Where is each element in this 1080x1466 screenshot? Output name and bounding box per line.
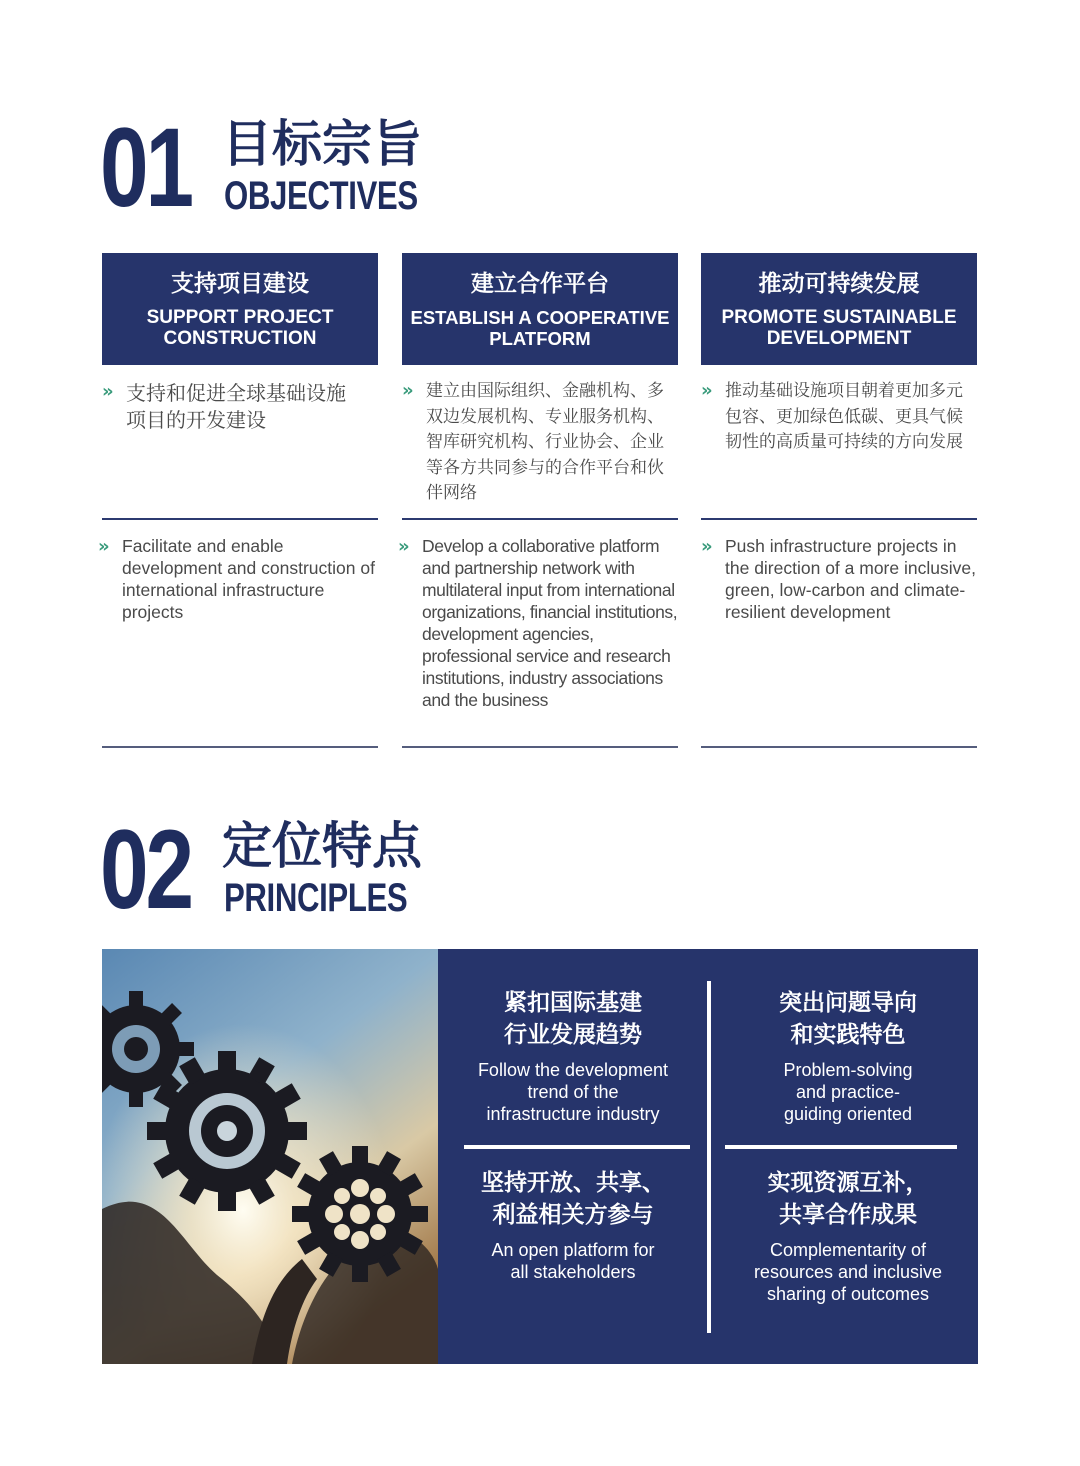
objective-title-zh: 支持项目建设 xyxy=(171,271,309,297)
principle-text-en: Complementarity of resources and inclusive sharing of outcomes xyxy=(753,1240,943,1304)
principles-block xyxy=(102,949,978,1364)
divider xyxy=(725,1145,957,1149)
objectives-header xyxy=(100,105,500,232)
objective-body-zh: » 支持和促进全球基础设施项目的开发建设 xyxy=(102,381,346,432)
chevron-double-right-icon: » xyxy=(398,536,407,557)
objective-column-3 xyxy=(701,253,977,456)
principle-item-3 xyxy=(448,1167,698,1283)
objective-body-en: » Push infrastructure projects in the direction of a more inclusive, green, low-carbon and climate-resilient development xyxy=(701,536,976,622)
divider xyxy=(102,518,378,520)
chevron-double-right-icon: » xyxy=(701,380,710,401)
principle-title-zh: 突出问题导向 和实践特色 xyxy=(779,990,917,1048)
objective-column-2 xyxy=(402,253,678,507)
chevron-double-right-icon: » xyxy=(98,536,107,557)
principle-item-1 xyxy=(448,987,698,1125)
objective-title-en: SUPPORT PROJECT CONSTRUCTION xyxy=(146,307,334,349)
objective-body-zh: » 建立由国际组织、金融机构、多双边发展机构、专业服务机构、智库研究机构、行业协会、企业等各方共同参与的合作平台和伙伴网络 xyxy=(402,380,664,503)
section-number: 02 xyxy=(100,807,191,932)
objective-title-en: PROMOTE SUSTAINABLE DEVELOPMENT xyxy=(721,307,957,349)
section-title-zh: 目标宗旨 xyxy=(222,115,422,173)
principle-title-zh: 实现资源互补， 共享合作成果 xyxy=(767,1170,929,1228)
chevron-double-right-icon: » xyxy=(402,380,411,401)
divider xyxy=(707,981,711,1333)
principle-text-en: An open platform for all stakeholders xyxy=(491,1240,655,1282)
principle-title-zh: 坚持开放、共享、 利益相关方参与 xyxy=(481,1170,665,1228)
divider xyxy=(102,746,378,748)
principles-header xyxy=(100,807,500,934)
principle-item-2 xyxy=(723,987,973,1125)
divider xyxy=(402,518,678,520)
objective-title-zh: 推动可持续发展 xyxy=(758,271,920,297)
objective-body-en: » Facilitate and enable development and construction of international infrastructure projects xyxy=(98,536,375,622)
principle-text-en: Follow the development trend of the infrastructure industry xyxy=(477,1060,669,1124)
section-title-zh: 定位特点 xyxy=(222,817,422,875)
gears-photo xyxy=(102,949,438,1364)
chevron-double-right-icon: » xyxy=(102,381,111,402)
objective-title-en: ESTABLISH A COOPERATIVE PLATFORM xyxy=(410,307,670,349)
principle-title-zh: 紧扣国际基建 行业发展趋势 xyxy=(504,990,642,1048)
principle-text-en: Problem-solving and practice- guiding oriented xyxy=(783,1060,913,1124)
chevron-double-right-icon: » xyxy=(701,536,710,557)
divider xyxy=(464,1145,690,1149)
objective-column-1 xyxy=(102,253,378,434)
section-title-en: OBJECTIVES xyxy=(224,174,418,218)
section-title-en: PRINCIPLES xyxy=(224,876,408,920)
objective-title-zh: 建立合作平台 xyxy=(471,271,609,297)
objective-header-card xyxy=(102,253,378,365)
principles-panel xyxy=(438,949,978,1364)
section-number: 01 xyxy=(100,105,191,230)
objective-header-card xyxy=(402,253,678,365)
divider xyxy=(701,746,977,748)
objective-body-zh: » 推动基础设施项目朝着更加多元包容、更加绿色低碳、更具气候韧性的高质量可持续的方向发展 xyxy=(701,380,963,452)
principle-item-4 xyxy=(723,1167,973,1305)
objective-body-en: » Develop a collaborative platform and partnership network with multilateral input from international organizations, financial institutions, development agencies, professional service and research institutions, industry associations and the business xyxy=(398,536,678,710)
objective-header-card xyxy=(701,253,977,365)
divider xyxy=(402,746,678,748)
divider xyxy=(701,518,977,520)
